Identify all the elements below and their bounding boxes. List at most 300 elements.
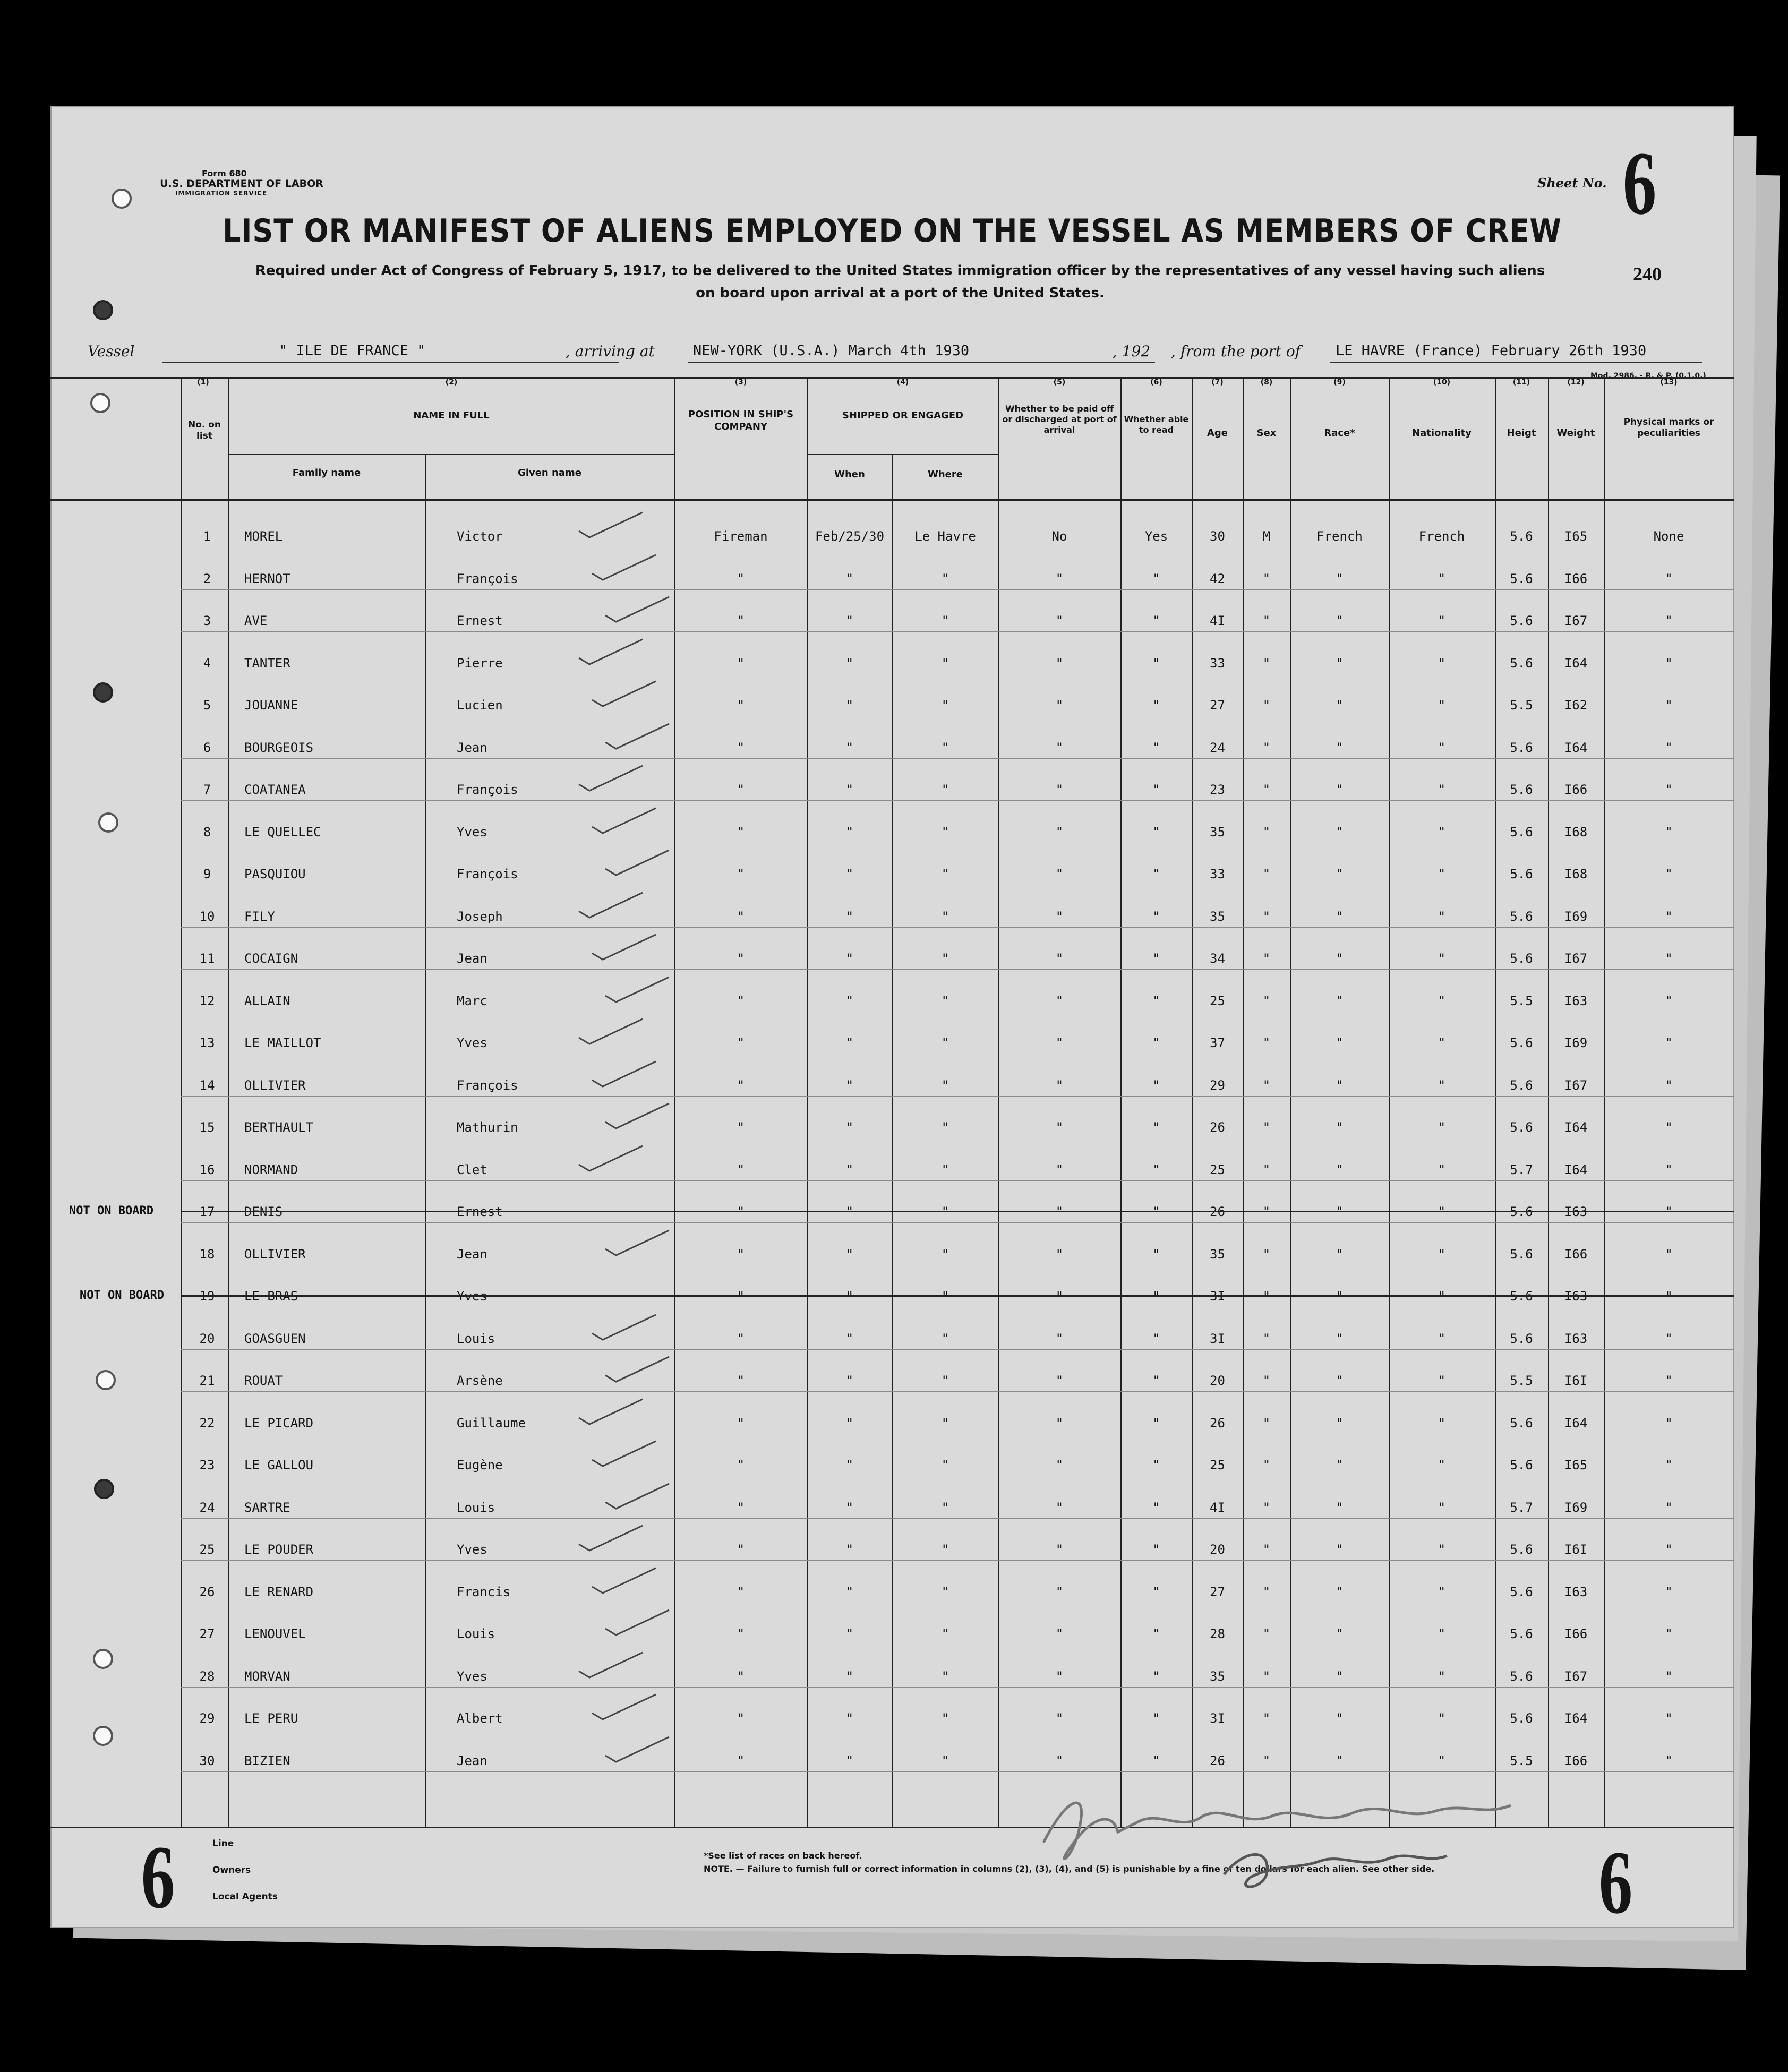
footer-agents-label: Local Agents xyxy=(212,1891,278,1902)
cell-sex: " xyxy=(1262,867,1271,881)
cell-shipped-when: Feb/25/30 xyxy=(815,529,885,544)
cell-marks: " xyxy=(1665,1711,1673,1726)
col-header-paid-off: Whether to be paid off or discharged at port of arrival xyxy=(1002,404,1117,435)
cell-nationality: " xyxy=(1438,1458,1446,1472)
col-header-age: Age xyxy=(1207,427,1228,439)
cell-race: " xyxy=(1336,1120,1344,1135)
cell-age: 35 xyxy=(1210,824,1225,840)
cell-shipped-where: " xyxy=(941,824,949,840)
row-rule xyxy=(181,1518,1734,1519)
cell-no: 14 xyxy=(199,1077,215,1093)
col-header-weight: Weight xyxy=(1556,427,1595,439)
cell-shipped-when: " xyxy=(845,613,854,628)
cell-marks: " xyxy=(1665,993,1673,1008)
checkmark-icon xyxy=(576,890,645,919)
cell-read: " xyxy=(1152,1120,1160,1135)
cell-race: " xyxy=(1336,1458,1344,1472)
cell-age: 3I xyxy=(1210,1289,1225,1304)
cell-no: 1 xyxy=(203,529,211,544)
cell-read: " xyxy=(1152,1542,1160,1557)
footer-sheet-right: 6 xyxy=(1598,1833,1633,1932)
penalty-note: NOTE. — Failure to furnish full or correct information in columns (2), (3), (4), and (5) is punishable by a fine of ten dollars for each alien. See other side. xyxy=(704,1864,1435,1874)
cell-no: 22 xyxy=(199,1415,215,1431)
cell-position: " xyxy=(737,1668,745,1684)
cell-shipped-when: " xyxy=(845,1120,854,1135)
subheader-rule xyxy=(807,454,998,455)
cell-no: 26 xyxy=(199,1584,215,1599)
cell-read: " xyxy=(1152,1246,1160,1262)
cell-paid-off: " xyxy=(1055,951,1064,966)
cell-marks: " xyxy=(1665,1500,1673,1515)
cell-position: " xyxy=(737,698,745,713)
cell-read: " xyxy=(1152,782,1160,797)
cell-age: 30 xyxy=(1210,529,1225,544)
cell-sex: " xyxy=(1262,1584,1271,1599)
cell-position: " xyxy=(737,1626,745,1641)
cell-read: " xyxy=(1152,1035,1160,1050)
cell-given-name: Yves xyxy=(457,1542,487,1557)
cell-marks: " xyxy=(1665,782,1673,797)
strike-line xyxy=(181,1211,1734,1212)
cell-sex: " xyxy=(1262,824,1271,840)
cell-shipped-when: " xyxy=(845,1035,854,1050)
row-rule xyxy=(181,631,1734,632)
cell-given-name: Louis xyxy=(457,1500,495,1515)
cell-height: 5.5 xyxy=(1510,698,1533,713)
cell-read: " xyxy=(1152,1289,1160,1304)
cell-paid-off: " xyxy=(1055,1035,1064,1050)
column-rule xyxy=(998,377,999,1827)
cell-shipped-where: " xyxy=(941,1500,949,1515)
cell-family-name: FILY xyxy=(244,909,275,924)
cell-sex: " xyxy=(1262,1415,1271,1431)
cell-shipped-where: " xyxy=(941,1753,949,1768)
cell-shipped-when: " xyxy=(845,1204,854,1219)
cell-height: 5.6 xyxy=(1510,613,1533,628)
cell-position: " xyxy=(737,1162,745,1177)
cell-race: " xyxy=(1336,993,1344,1008)
cell-sex: " xyxy=(1262,993,1271,1008)
cell-nationality: " xyxy=(1438,571,1446,586)
cell-race: " xyxy=(1336,571,1344,586)
cell-race: " xyxy=(1336,1246,1344,1262)
cell-family-name: ALLAIN xyxy=(244,993,290,1008)
cell-family-name: COATANEA xyxy=(244,782,306,797)
cell-height: 5.6 xyxy=(1510,824,1533,840)
cell-given-name: Francis xyxy=(457,1584,511,1599)
cell-nationality: " xyxy=(1438,1584,1446,1599)
cell-family-name: BOURGEOIS xyxy=(244,740,314,755)
cell-marks: " xyxy=(1665,909,1673,924)
cell-age: 23 xyxy=(1210,782,1225,797)
cell-race: " xyxy=(1336,1668,1344,1684)
strike-line xyxy=(181,1295,1734,1297)
cell-age: 33 xyxy=(1210,655,1225,671)
cell-paid-off: " xyxy=(1055,1331,1064,1346)
requirement-line-2: on board upon arrival at a port of the United States. xyxy=(696,285,1105,301)
col-header-sex: Sex xyxy=(1256,427,1277,439)
cell-shipped-where: " xyxy=(941,613,949,628)
cell-sex: " xyxy=(1262,698,1271,713)
cell-weight: I68 xyxy=(1564,824,1588,840)
cell-shipped-where: " xyxy=(941,867,949,881)
cell-race: " xyxy=(1336,1584,1344,1599)
cell-position: " xyxy=(737,951,745,966)
cell-position: " xyxy=(737,571,745,586)
cell-height: 5.6 xyxy=(1510,1331,1533,1346)
cell-given-name: François xyxy=(457,1077,518,1093)
cell-race: " xyxy=(1336,613,1344,628)
cell-nationality: " xyxy=(1438,613,1446,628)
cell-race: " xyxy=(1336,1626,1344,1641)
cell-age: 35 xyxy=(1210,909,1225,924)
cell-paid-off: " xyxy=(1055,1458,1064,1472)
cell-race: " xyxy=(1336,909,1344,924)
cell-nationality: " xyxy=(1438,1542,1446,1557)
cell-family-name: LE MAILLOT xyxy=(244,1035,321,1050)
cell-marks: " xyxy=(1665,740,1673,755)
cell-age: 33 xyxy=(1210,867,1225,881)
cell-family-name: NORMAND xyxy=(244,1162,298,1177)
cell-read: " xyxy=(1152,613,1160,628)
cell-no: 19 xyxy=(199,1289,215,1304)
cell-paid-off: No xyxy=(1051,529,1067,544)
cell-height: 5.6 xyxy=(1510,571,1533,586)
cell-weight: I64 xyxy=(1564,1711,1588,1726)
cell-given-name: François xyxy=(457,867,518,881)
cell-nationality: " xyxy=(1438,655,1446,671)
cell-given-name: Jean xyxy=(457,951,487,966)
col-header-when: When xyxy=(834,469,865,480)
checkmark-icon xyxy=(589,552,658,581)
col6-number: (6) xyxy=(1150,378,1162,387)
col-header-read: Whether able to read xyxy=(1124,414,1189,435)
cell-race: " xyxy=(1336,698,1344,713)
checkmark-icon xyxy=(603,847,672,877)
cell-marks: " xyxy=(1665,1458,1673,1472)
row-rule xyxy=(181,758,1734,759)
cell-height: 5.7 xyxy=(1510,1162,1533,1177)
cell-height: 5.6 xyxy=(1510,1289,1533,1304)
cell-given-name: François xyxy=(457,782,518,797)
cell-given-name: Eugène xyxy=(457,1458,503,1472)
cell-nationality: " xyxy=(1438,951,1446,966)
cell-paid-off: " xyxy=(1055,824,1064,840)
from-label: , from the port of xyxy=(1171,343,1301,360)
cell-age: 20 xyxy=(1210,1542,1225,1557)
col-header-no: No. on list xyxy=(187,419,221,442)
cell-no: 10 xyxy=(199,909,215,924)
cell-age: 37 xyxy=(1210,1035,1225,1050)
cell-family-name: HERNOT xyxy=(244,571,290,586)
cell-sex: " xyxy=(1262,1711,1271,1726)
cell-paid-off: " xyxy=(1055,1415,1064,1431)
column-rule xyxy=(1243,377,1244,1827)
cell-weight: I69 xyxy=(1564,1500,1588,1515)
cell-paid-off: " xyxy=(1055,1626,1064,1641)
cell-shipped-where: " xyxy=(941,1077,949,1093)
cell-given-name: Clet xyxy=(457,1162,487,1177)
cell-age: 25 xyxy=(1210,1162,1225,1177)
checkmark-icon xyxy=(603,1354,672,1383)
cell-age: 3I xyxy=(1210,1711,1225,1726)
cell-race: " xyxy=(1336,782,1344,797)
cell-sex: M xyxy=(1262,529,1271,544)
col-header-nationality: Nationality xyxy=(1412,427,1472,439)
cell-shipped-where: " xyxy=(941,1584,949,1599)
cell-family-name: LE QUELLEC xyxy=(244,824,321,840)
cell-family-name: LE BRAS xyxy=(244,1289,298,1304)
cell-given-name: Yves xyxy=(457,824,487,840)
cell-sex: " xyxy=(1262,1035,1271,1050)
cell-given-name: Yves xyxy=(457,1289,487,1304)
cell-marks: " xyxy=(1665,1584,1673,1599)
col-header-name: NAME IN FULL xyxy=(413,410,490,421)
cell-no: 21 xyxy=(199,1373,215,1388)
checkmark-icon xyxy=(576,1143,645,1172)
checkmark-icon xyxy=(589,679,658,708)
cell-shipped-when: " xyxy=(845,1331,854,1346)
cell-read: Yes xyxy=(1144,529,1168,544)
cell-read: " xyxy=(1152,1626,1160,1641)
not-on-board-note: NOT ON BOARD xyxy=(69,1204,153,1218)
punch-hole xyxy=(93,300,113,320)
cell-nationality: " xyxy=(1438,782,1446,797)
cell-family-name: BERTHAULT xyxy=(244,1120,314,1135)
sheet-number: 6 xyxy=(1622,133,1657,233)
cell-weight: I6I xyxy=(1564,1373,1588,1388)
cell-shipped-when: " xyxy=(845,1711,854,1726)
cell-shipped-where: " xyxy=(941,1246,949,1262)
cell-shipped-where: " xyxy=(941,782,949,797)
row-rule xyxy=(181,1096,1734,1097)
cell-position: " xyxy=(737,867,745,881)
cell-height: 5.6 xyxy=(1510,1711,1533,1726)
cell-no: 29 xyxy=(199,1711,215,1726)
vessel-line xyxy=(50,343,1734,374)
punch-hole xyxy=(112,189,132,209)
cell-sex: " xyxy=(1262,571,1271,586)
column-rule xyxy=(1290,377,1291,1827)
cell-race: " xyxy=(1336,951,1344,966)
cell-age: 4I xyxy=(1210,613,1225,628)
cell-family-name: LE GALLOU xyxy=(244,1458,314,1472)
cell-no: 2 xyxy=(203,571,211,586)
cell-given-name: Pierre xyxy=(457,655,503,671)
cell-nationality: " xyxy=(1438,1246,1446,1262)
cell-read: " xyxy=(1152,1415,1160,1431)
cell-shipped-where: " xyxy=(941,1120,949,1135)
cell-marks: " xyxy=(1665,1035,1673,1050)
checkmark-icon xyxy=(603,1481,672,1510)
cell-height: 5.6 xyxy=(1510,1120,1533,1135)
mod-reference: Mod. 2986. - R. & P. (0.1.0.) xyxy=(1590,372,1706,380)
col-header-race: Race* xyxy=(1324,427,1355,439)
vessel-label: Vessel xyxy=(88,343,135,360)
cell-age: 34 xyxy=(1210,951,1225,966)
cell-sex: " xyxy=(1262,1246,1271,1262)
cell-sex: " xyxy=(1262,1373,1271,1388)
cell-weight: I64 xyxy=(1564,1120,1588,1135)
cell-shipped-where: " xyxy=(941,655,949,671)
row-rule xyxy=(181,969,1734,970)
cell-paid-off: " xyxy=(1055,1289,1064,1304)
service-name: IMMIGRATION SERVICE xyxy=(175,190,268,198)
cell-race: " xyxy=(1336,1711,1344,1726)
cell-family-name: ROUAT xyxy=(244,1373,283,1388)
cell-position: " xyxy=(737,1204,745,1219)
cell-paid-off: " xyxy=(1055,1077,1064,1093)
cell-family-name: BIZIEN xyxy=(244,1753,290,1768)
cell-no: 7 xyxy=(203,782,211,797)
cell-marks: " xyxy=(1665,655,1673,671)
cell-sex: " xyxy=(1262,1120,1271,1135)
cell-position: " xyxy=(737,1753,745,1768)
cell-shipped-when: " xyxy=(845,1753,854,1768)
cell-height: 5.6 xyxy=(1510,1204,1533,1219)
cell-weight: I66 xyxy=(1564,1246,1588,1262)
col9-number: (9) xyxy=(1333,378,1346,387)
col-header-family: Family name xyxy=(292,467,361,478)
cell-read: " xyxy=(1152,1077,1160,1093)
row-rule xyxy=(181,1180,1734,1181)
cell-read: " xyxy=(1152,824,1160,840)
cell-shipped-where: Le Havre xyxy=(914,529,976,544)
cell-family-name: JOUANNE xyxy=(244,698,298,713)
cell-family-name: LENOUVEL xyxy=(244,1626,306,1641)
cell-given-name: Yves xyxy=(457,1035,487,1050)
cell-height: 5.6 xyxy=(1510,1415,1533,1431)
cell-marks: " xyxy=(1665,1668,1673,1684)
cell-nationality: " xyxy=(1438,1753,1446,1768)
column-rule xyxy=(228,377,229,1827)
cell-shipped-where: " xyxy=(941,1711,949,1726)
cell-paid-off: " xyxy=(1055,1584,1064,1599)
cell-shipped-when: " xyxy=(845,655,854,671)
cell-no: 25 xyxy=(199,1542,215,1557)
cell-height: 5.7 xyxy=(1510,1500,1533,1515)
cell-height: 5.6 xyxy=(1510,909,1533,924)
cell-no: 18 xyxy=(199,1246,215,1262)
col5-number: (5) xyxy=(1053,378,1066,387)
cell-paid-off: " xyxy=(1055,867,1064,881)
cell-no: 17 xyxy=(199,1204,215,1219)
cell-position: " xyxy=(737,655,745,671)
cell-read: " xyxy=(1152,951,1160,966)
cell-nationality: " xyxy=(1438,909,1446,924)
cell-position: " xyxy=(737,824,745,840)
manifest-page xyxy=(50,106,1734,1932)
cell-nationality: " xyxy=(1438,1415,1446,1431)
cell-position: " xyxy=(737,1584,745,1599)
cell-height: 5.6 xyxy=(1510,951,1533,966)
cell-paid-off: " xyxy=(1055,1120,1064,1135)
checkmark-icon xyxy=(589,1565,658,1595)
cell-race: French xyxy=(1316,529,1363,544)
cell-no: 20 xyxy=(199,1331,215,1346)
cell-given-name: Albert xyxy=(457,1711,503,1726)
cell-paid-off: " xyxy=(1055,993,1064,1008)
cell-nationality: " xyxy=(1438,698,1446,713)
column-rule xyxy=(1548,377,1549,1827)
cell-race: " xyxy=(1336,867,1344,881)
cell-position: " xyxy=(737,1120,745,1135)
column-rule xyxy=(1120,377,1122,1827)
checkmark-icon xyxy=(576,763,645,792)
cell-no: 16 xyxy=(199,1162,215,1177)
cell-shipped-when: " xyxy=(845,1077,854,1093)
cell-sex: " xyxy=(1262,1542,1271,1557)
cell-position: " xyxy=(737,1246,745,1262)
cell-age: 28 xyxy=(1210,1626,1225,1641)
cell-nationality: " xyxy=(1438,1077,1446,1093)
cell-position: " xyxy=(737,613,745,628)
cell-height: 5.6 xyxy=(1510,740,1533,755)
cell-height: 5.6 xyxy=(1510,529,1533,544)
cell-read: " xyxy=(1152,1668,1160,1684)
cell-read: " xyxy=(1152,909,1160,924)
cell-age: 3I xyxy=(1210,1331,1225,1346)
cell-sex: " xyxy=(1262,1500,1271,1515)
races-note: *See list of races on back hereof. xyxy=(704,1851,862,1861)
cell-height: 5.5 xyxy=(1510,993,1533,1008)
cell-weight: I68 xyxy=(1564,867,1588,881)
year-label: , 192 xyxy=(1113,343,1151,360)
cell-weight: I6I xyxy=(1564,1542,1588,1557)
cell-paid-off: " xyxy=(1055,1668,1064,1684)
cell-family-name: LE PERU xyxy=(244,1711,298,1726)
cell-age: 26 xyxy=(1210,1753,1225,1768)
cell-nationality: " xyxy=(1438,1289,1446,1304)
cell-marks: " xyxy=(1665,1331,1673,1346)
cell-height: 5.6 xyxy=(1510,1077,1533,1093)
cell-family-name: LE RENARD xyxy=(244,1584,314,1599)
cell-sex: " xyxy=(1262,740,1271,755)
cell-given-name: Jean xyxy=(457,1246,487,1262)
form-number: Form 680 xyxy=(202,168,247,178)
cell-family-name: LE POUDER xyxy=(244,1542,314,1557)
cell-weight: I65 xyxy=(1564,529,1588,544)
cell-nationality: " xyxy=(1438,867,1446,881)
cell-shipped-when: " xyxy=(845,867,854,881)
cell-age: 24 xyxy=(1210,740,1225,755)
cell-marks: " xyxy=(1665,1373,1673,1388)
cell-family-name: MORVAN xyxy=(244,1668,290,1684)
col-header-height: Heigt xyxy=(1507,427,1536,439)
column-rule xyxy=(1604,377,1605,1827)
cell-read: " xyxy=(1152,655,1160,671)
requirement-text xyxy=(183,260,1617,304)
cell-no: 12 xyxy=(199,993,215,1008)
cell-no: 24 xyxy=(199,1500,215,1515)
cell-weight: I63 xyxy=(1564,1584,1588,1599)
cell-age: 26 xyxy=(1210,1120,1225,1135)
cell-height: 5.6 xyxy=(1510,1668,1533,1684)
page-title: LIST OR MANIFEST OF ALIENS EMPLOYED ON THE VESSEL AS MEMBERS OF CREW xyxy=(223,212,1562,250)
cell-sex: " xyxy=(1262,1162,1271,1177)
cell-given-name: François xyxy=(457,571,518,586)
cell-family-name: MOREL xyxy=(244,529,283,544)
cell-given-name: Yves xyxy=(457,1668,487,1684)
cell-position: " xyxy=(737,1331,745,1346)
cell-paid-off: " xyxy=(1055,1204,1064,1219)
cell-nationality: " xyxy=(1438,1500,1446,1515)
checkmark-icon xyxy=(603,1228,672,1257)
cell-height: 5.5 xyxy=(1510,1753,1533,1768)
footer-owners-label: Owners xyxy=(212,1865,251,1876)
col10-number: (10) xyxy=(1433,378,1451,387)
cell-age: 29 xyxy=(1210,1077,1225,1093)
